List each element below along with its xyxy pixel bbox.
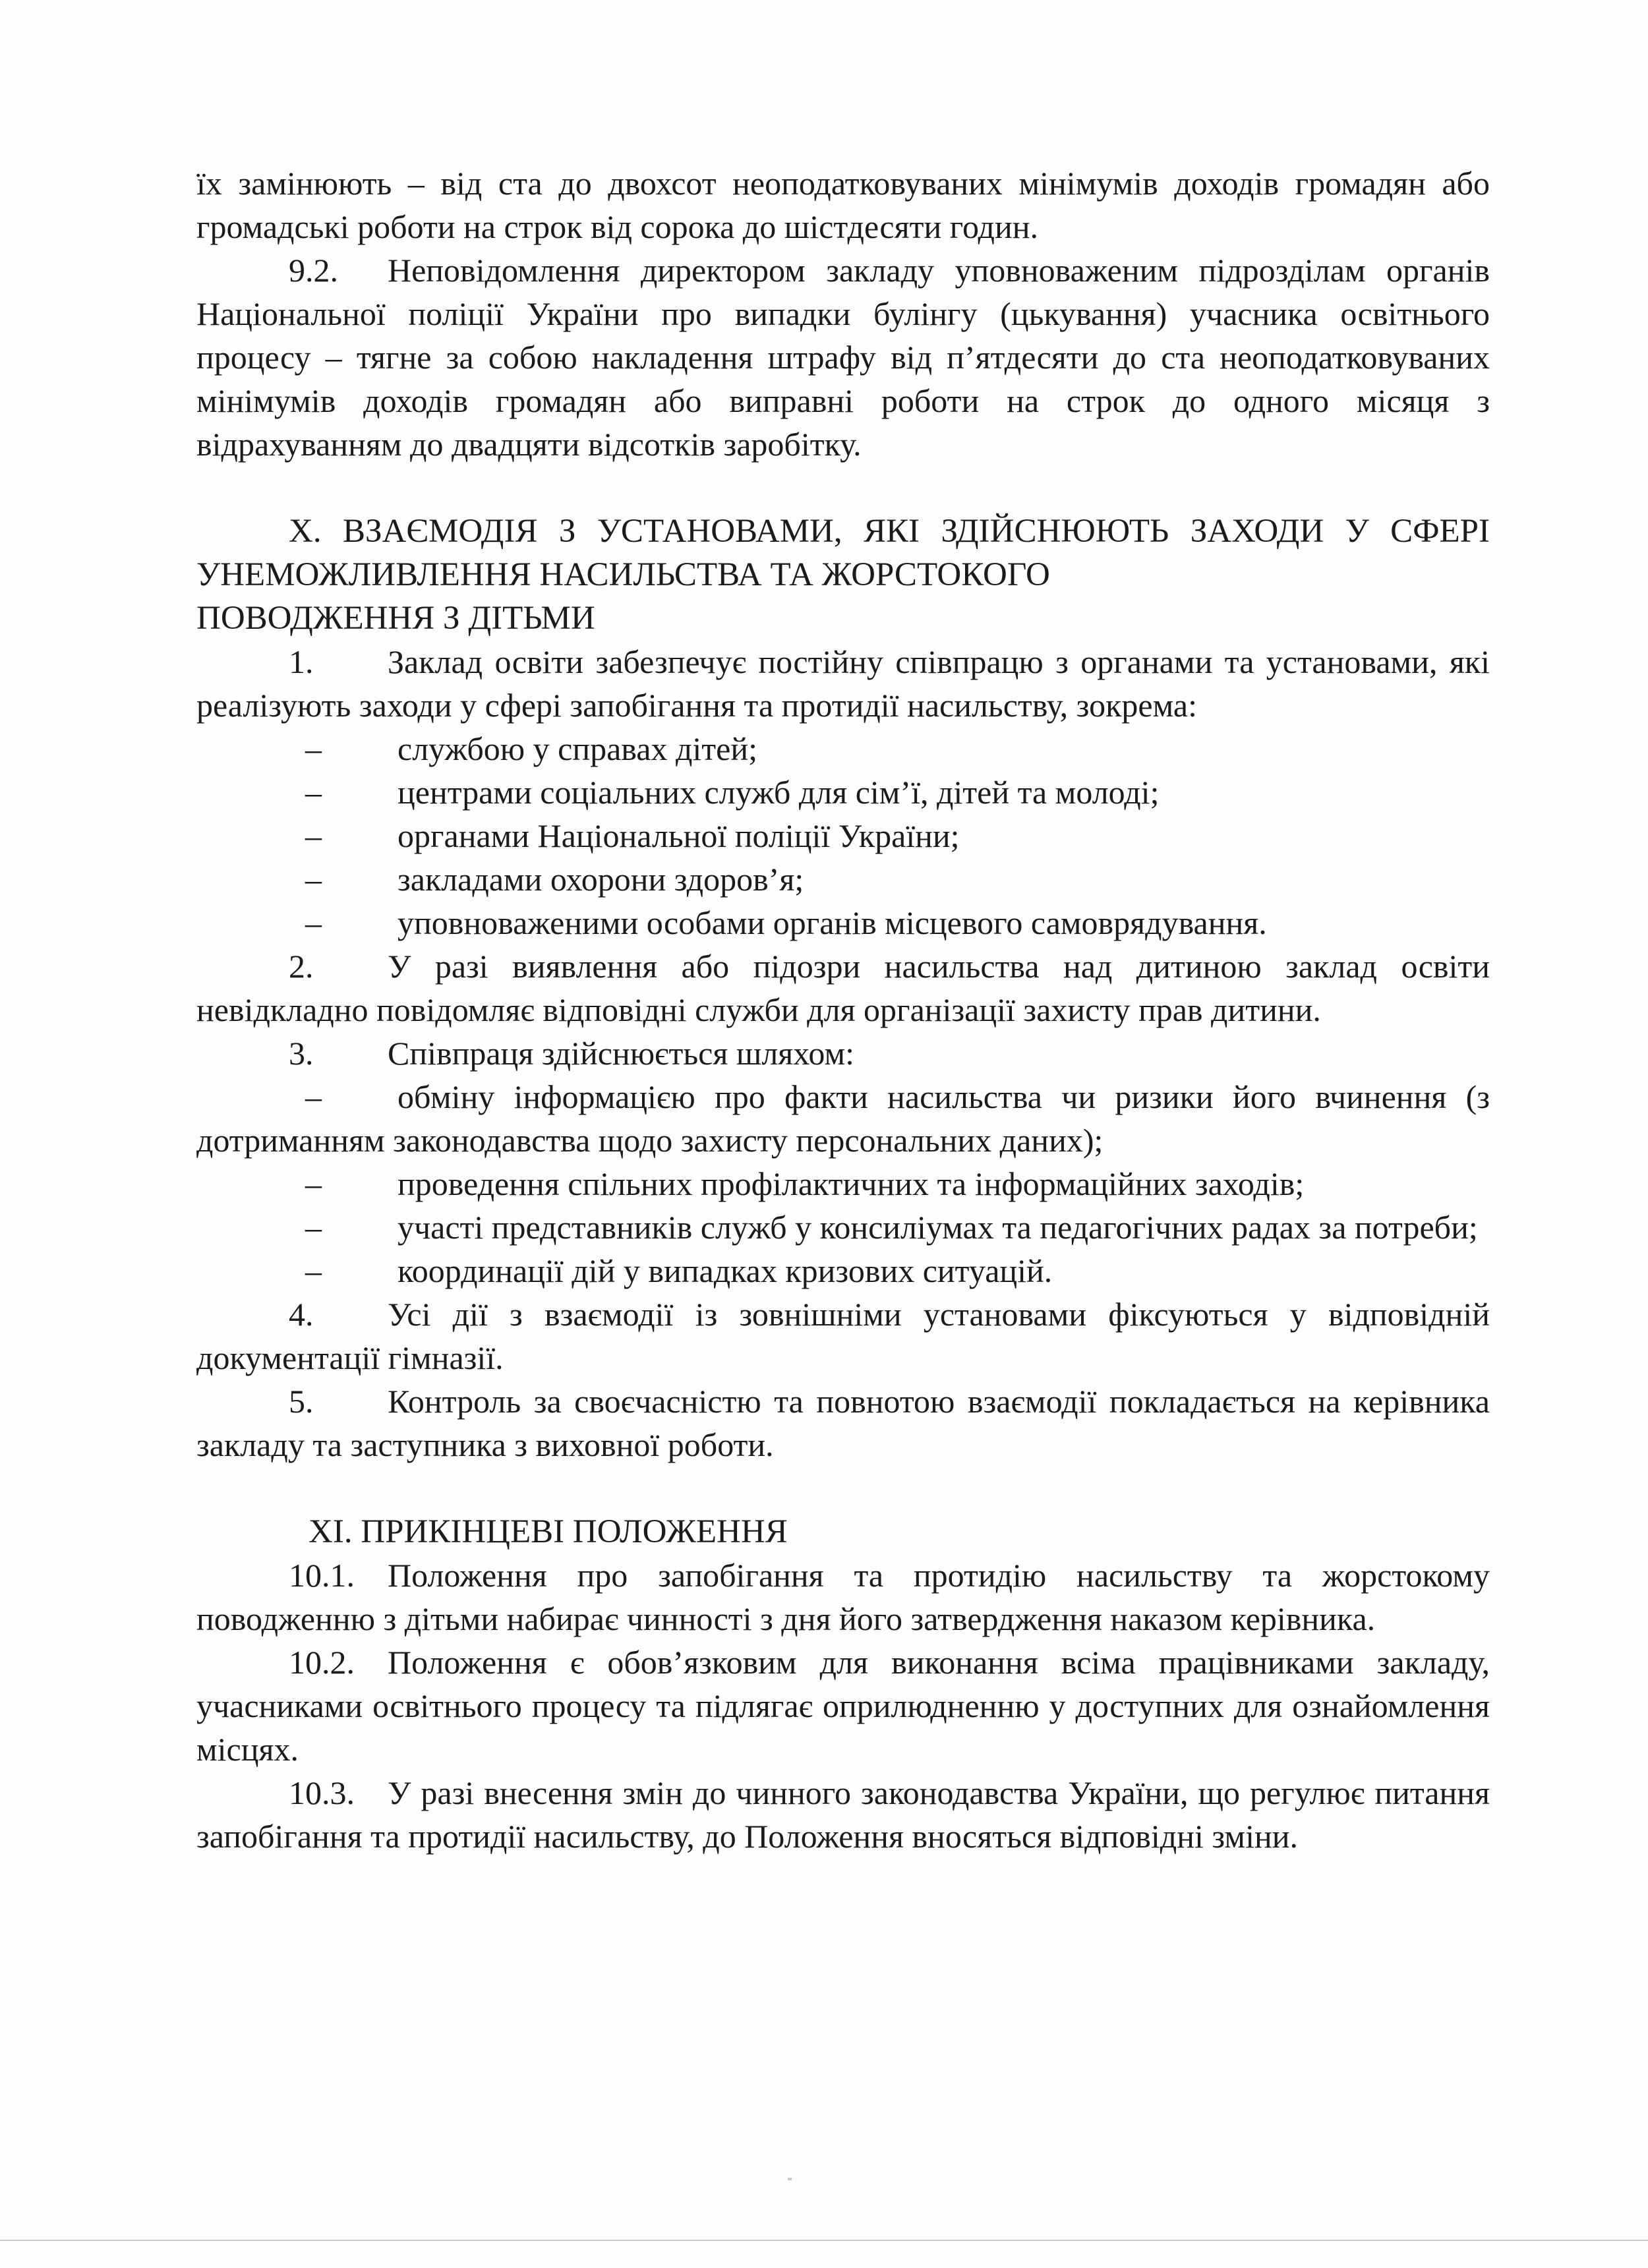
list-item-text: центрами соціальних служб для сім’ї, дітей та молоді;	[397, 774, 1160, 811]
item-number: 3.	[289, 1035, 314, 1072]
paragraph-text: Положення є обов’язковим для виконання всіма працівниками закладу, учасниками освітнього процесу та підлягає оприлюдненню у доступних для ознайомлення місцях.	[196, 1644, 1490, 1768]
section-x-heading: X. ВЗАЄМОДІЯ З УСТАНОВАМИ, ЯКІ ЗДІЙСНЮЮТЬ ЗАХОДИ У СФЕРІ УНЕМОЖЛИВЛЕННЯ НАСИЛЬСТВА ТА ЖОРСТОКОГО	[196, 513, 1490, 593]
list-item	[196, 1249, 1490, 1293]
scan-edge-line	[0, 2240, 1648, 2241]
list-item	[196, 1075, 1490, 1162]
section-x-item-3	[196, 1032, 1490, 1075]
document-body	[196, 161, 1490, 1858]
paragraph-10-1	[196, 1554, 1490, 1641]
item-number: 2.	[289, 948, 314, 985]
item-text: Усі дії з взаємодії із зовнішніми установами фіксуються у відповідній документації гімназії.	[196, 1296, 1490, 1376]
paragraph-number: 10.1.	[289, 1557, 355, 1594]
paragraph-continuation: їх замінюють – від ста до двохсот неоподатковуваних мінімумів доходів громадян або громадські роботи на строк від сорока до шістдесяти годин.	[196, 165, 1490, 245]
dash-marker: –	[305, 904, 322, 941]
paragraph-10-3	[196, 1771, 1490, 1858]
list-item-text: обміну інформацією про факти насильства чи ризики його вчинення (з дотриманням законодавства щодо захисту персональних даних);	[196, 1078, 1490, 1159]
item-text: Заклад освіти забезпечує постійну співпрацю з органами та установами, які реалізують заходи у сфері запобігання та протидії насильству, зокрема:	[196, 643, 1490, 724]
item-text: Контроль за своєчасністю та повнотою взаємодії покладається на керівника закладу та заступника з виховної роботи.	[196, 1383, 1490, 1463]
paragraph-9-2	[196, 248, 1490, 466]
section-x-item-2	[196, 945, 1490, 1032]
item-number: 5.	[289, 1383, 314, 1420]
item-text: У разі виявлення або підозри насильства над дитиною заклад освіти невідкладно повідомляє відповідні служби для організації захисту прав дитини.	[196, 948, 1490, 1028]
dash-marker: –	[305, 1165, 322, 1202]
section-x-item-5	[196, 1380, 1490, 1467]
dash-marker: –	[305, 1209, 322, 1246]
paragraph-text: Положення про запобігання та протидію насильству та жорстокому поводженню з дітьми набирає чинності з дня його затвердження наказом керівника.	[196, 1557, 1490, 1637]
paragraph-number: 9.2.	[289, 252, 338, 289]
section-x-item-1	[196, 640, 1490, 727]
list-item-text: закладами охорони здоров’я;	[397, 861, 804, 898]
list-item	[196, 858, 1490, 901]
dash-marker: –	[305, 730, 322, 767]
section-x-heading-last-line: ПОВОДЖЕННЯ З ДІТЬМИ	[196, 600, 595, 637]
scan-dust-mark	[788, 2178, 792, 2180]
list-item-text: органами Національної поліції України;	[397, 817, 960, 854]
dash-marker: –	[305, 774, 322, 811]
list-item-text: участі представників служб у консиліумах та педагогічних радах за потреби;	[397, 1209, 1478, 1246]
paragraph-text: У разі внесення змін до чинного законодавства України, що регулює питання запобігання та протидії насильству, до Положення вносяться відповідні зміни.	[196, 1774, 1490, 1855]
section-x-item-4	[196, 1293, 1490, 1380]
list-item-text: службою у справах дітей;	[397, 730, 757, 767]
list-item-text: проведення спільних профілактичних та інформаційних заходів;	[397, 1165, 1305, 1202]
dash-marker: –	[305, 817, 322, 854]
paragraph-number: 10.3.	[289, 1774, 355, 1811]
list-item	[196, 771, 1490, 814]
dash-marker: –	[305, 861, 322, 898]
paragraph-number: 10.2.	[289, 1644, 355, 1681]
list-item	[196, 814, 1490, 858]
dash-marker: –	[305, 1252, 322, 1289]
list-item	[196, 901, 1490, 945]
section-xi-heading: XI. ПРИКІНЦЕВІ ПОЛОЖЕННЯ	[309, 1513, 788, 1550]
list-item	[196, 1206, 1490, 1249]
item-number: 4.	[289, 1296, 314, 1333]
dash-marker: –	[305, 1078, 322, 1115]
list-item	[196, 1162, 1490, 1206]
item-text: Співпраця здійснюється шляхом:	[388, 1035, 854, 1072]
item-number: 1.	[289, 643, 314, 680]
list-item	[196, 727, 1490, 771]
list-item-text: координації дій у випадках кризових ситуацій.	[397, 1252, 1053, 1289]
paragraph-10-2	[196, 1641, 1490, 1771]
list-item-text: уповноваженими особами органів місцевого самоврядування.	[397, 904, 1267, 941]
paragraph-text: Неповідомлення директором закладу уповноваженим підрозділам органів Національної поліції України про випадки булінгу (цькування) учасника освітнього процесу – тягне за собою накладення штрафу від п’ятдесяти до ста неоподатковуваних мінімумів доходів громадян або виправні роботи на строк до одного місяця з відрахуванням до двадцяти відсотків заробітку.	[196, 252, 1490, 463]
